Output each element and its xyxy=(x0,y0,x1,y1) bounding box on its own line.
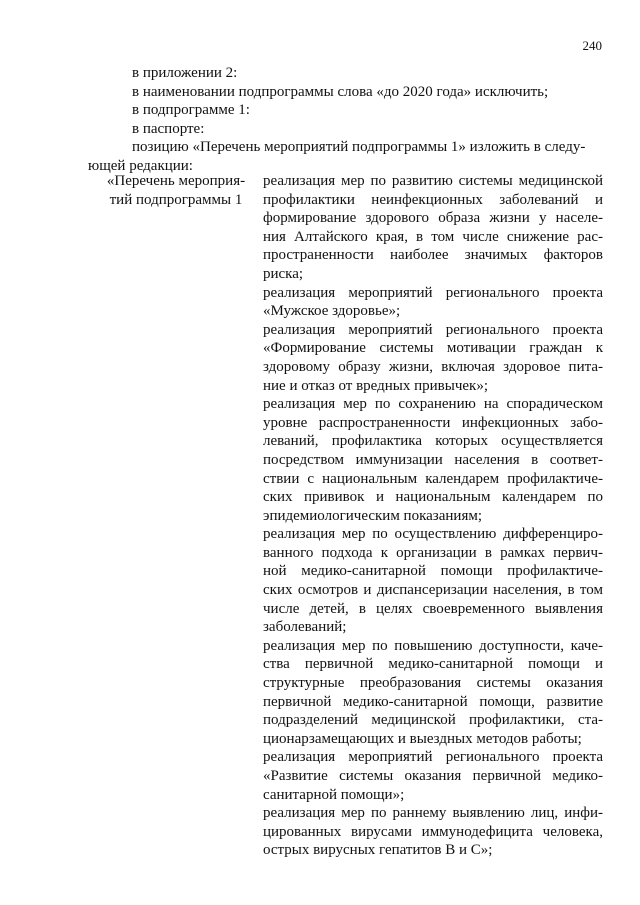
content-line: реализация мер по раннему выявлению лиц, инфи- xyxy=(263,805,603,822)
content-line: реализация мер по сохранению на спорадическом xyxy=(263,396,603,413)
content-line: структурные преобразования системы оказания xyxy=(263,675,603,692)
position-title xyxy=(96,172,256,209)
content-line: формирование здорового образа жизни у населе- xyxy=(263,210,603,227)
content-line: подразделений медицинской профилактики, ста- xyxy=(263,712,603,729)
content-line: ния Алтайского края, в том числе снижение рас- xyxy=(263,228,603,245)
content-line: ских прививок и национальным календарем по xyxy=(263,489,603,506)
content-line: реализация мер по развитию системы медицинской xyxy=(263,173,603,189)
content-line: реализация мероприятий регионального проекта xyxy=(263,749,603,766)
intro-line: в приложении 2: xyxy=(132,65,238,81)
content-line: эпидемиологическим показаниям; xyxy=(263,507,483,524)
content-line: «Мужское здоровье»; xyxy=(263,303,401,320)
page-number: 240 xyxy=(582,38,602,53)
content-line: реализация мероприятий регионального проекта xyxy=(263,321,603,338)
intro-line: в подпрограмме 1: xyxy=(132,102,250,119)
content-line: ционарзамещающих и выездных методов работы; xyxy=(263,730,582,747)
intro-paragraphs xyxy=(88,64,602,176)
content-line: санитарной помощи»; xyxy=(263,786,405,803)
content-line: уровне распространенности инфекционных забо- xyxy=(263,414,603,431)
position-title-line: тий подпрограммы 1 xyxy=(109,191,243,208)
content-line: первичной медико-санитарной помощи, развитие xyxy=(263,693,603,710)
intro-line: в паспорте: xyxy=(132,120,205,137)
content-line: ских осмотров и диспансеризации населения, в том xyxy=(263,582,603,599)
content-line: реализация мер по повышению доступности, каче- xyxy=(263,637,603,654)
content-line: «Развитие системы оказания первичной медико- xyxy=(263,768,603,784)
content-line: здоровому образу жизни, включая здоровое пита- xyxy=(263,358,603,375)
content-line: ванного подхода к организации в рамках первич- xyxy=(263,544,603,561)
content-line: реализация мероприятий регионального проекта xyxy=(263,284,603,301)
content-line: ствии с национальным календарем профилактиче- xyxy=(263,470,603,487)
content-line: ние и отказ от вредных привычек»; xyxy=(263,377,488,394)
content-line: острых вирусных гепатитов В и С»; xyxy=(263,842,493,859)
content-line: риска; xyxy=(263,265,304,282)
content-line: ной медико-санитарной помощи профилактиче- xyxy=(263,563,603,580)
intro-line: ющей редакции: xyxy=(88,157,193,174)
intro-line: в наименовании подпрограммы слова «до 2020 года» исключить; xyxy=(132,83,549,100)
content-line: ства первичной медико-санитарной помощи и xyxy=(263,656,603,673)
content-line: пространенности наиболее значимых факторов xyxy=(263,247,603,264)
content-line: профилактики неинфекционных заболеваний и xyxy=(263,191,603,208)
position-content xyxy=(263,172,603,860)
position-title-line: «Перечень мероприя- xyxy=(106,173,246,189)
content-line: «Формирование системы мотивации граждан к xyxy=(263,340,603,357)
intro-line: позицию «Перечень мероприятий подпрограммы 1» изложить в следу- xyxy=(132,139,586,156)
content-line: посредством иммунизации населения в соответ- xyxy=(263,451,603,468)
content-line: реализация мер по осуществлению дифференциро- xyxy=(263,526,603,543)
content-line: цированных вирусами иммунодефицита человека, xyxy=(263,823,603,840)
content-line: заболеваний; xyxy=(263,619,347,636)
content-line: числе детей, в целях своевременного выявления xyxy=(263,600,603,617)
content-line: леваний, профилактика которых осуществляется xyxy=(263,433,603,450)
